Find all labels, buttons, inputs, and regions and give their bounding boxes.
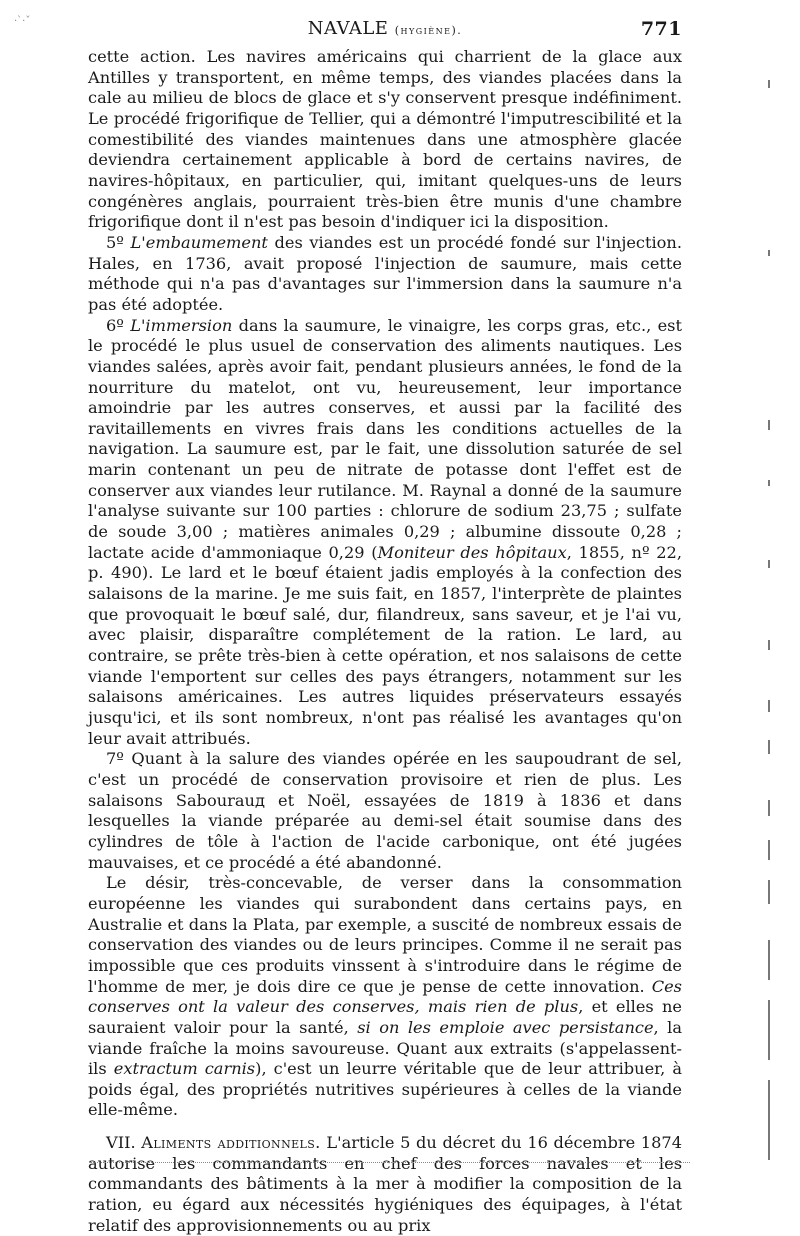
paragraph: 5º L'embaumement des viandes est un procédé fondé sur l'injection. Hales, en 1736, avait proposé l'injection de saumure, mais cette méthode qui n'a pas d'avantages sur l'immersion dans la saumure n'a pas été adoptée. [88, 232, 682, 314]
margin-scan-marks [762, 40, 778, 1180]
running-title-main: NAVALE [307, 18, 389, 39]
paragraph: cette action. Les navires américains qui charrient de la glace aux Antilles y transportent, en même temps, des viandes placées dans la cale au milieu de blocs de glace et s'y conservent presque indéfiniment. Le procédé frigorifique de Tellier, qui a démontré l'imputrescibilité et la comestibilité des viandes maintenues dans une atmosphère glacée deviendra certainement applicable à bord de certains navires, de navires-hôpitaux, en particulier, qui, imitant quelques-uns de leurs congénères anglais, pourraient très-bien être munis d'une chambre frigorifique dont il n'est pas besoin d'indiquer ici la disposition. [88, 47, 682, 232]
body-text [88, 47, 682, 1236]
running-title [88, 18, 682, 39]
page-number: 771 [640, 18, 682, 40]
running-head [88, 16, 682, 42]
bottom-dotted-rule [90, 1162, 690, 1163]
paragraph: 6º L'immersion dans la saumure, le vinaigre, les corps gras, etc., est le procédé le plus usuel de conservation des aliments nautiques. Les viandes salées, après avoir fait, pendant plusieurs années, le fond de la nourriture du matelot, ont vu, heureusement, leur importance amoindrie par les autres conserves, et aussi par la facilité des ravitaillements en vivres frais dans les conditions actuelles de la navigation. La saumure est, par le fait, une dissolution saturée de sel marin contenant un peu de nitrate de potasse dont l'effet est de conserver aux viandes leur rutilance. M. Raynal a donné de la saumure l'analyse suivante sur 100 parties : chlorure de sodium 23,75 ; sulfate de soude 3,00 ; matières animales 0,29 ; albumine dissoute 0,28 ; lactate acide d'ammoniaque 0,29 (Moniteur des hôpitaux, 1855, nº 22, p. 490). Le lard et le bœuf étaient jadis employés à la confection des salaisons de la marine. Je me suis fait, en 1857, l'interprète de plaintes que provoquait le bœuf salé, dur, filandreux, sans saveur, et je l'ai vu, avec plaisir, disparaître complétement de la ration. Le lard, au contraire, se prête très-bien à cette opération, et nos salaisons de cette viande l'emportent sur celles des pays étrangers, notamment sur les salaisons américaines. Les autres liquides préservateurs essayés jusqu'ici, et ils sont nombreux, n'ont pas réalisé les avantages qu'on leur avait attribués. [88, 315, 682, 748]
paragraph: Le désir, très-concevable, de verser dans la consommation européenne les viandes qui surabondent dans certains pays, en Australie et dans la Plata, par exemple, a suscité de nombreux essais de conservation des viandes ou de leurs principes. Comme il ne serait pas impossible que ces produits vinssent à s'introduire dans le régime de l'homme de mer, je dois dire ce que je pense de cette innovation. Ces conserves ont la valeur des conserves, mais rien de plus, et elles ne sauraient valoir pour la santé, si on les emploie avec persistance, la viande fraîche la moins savoureuse. Quant aux extraits (s'appelassent-ils extractum carnis), c'est un leurre véritable que de leur attribuer, à poids égal, des propriétés nutritives supérieures à celles de la viande elle-même. [88, 873, 682, 1120]
corner-mark: ·`·ˇ [14, 16, 31, 27]
paragraph: 7º Quant à la salure des viandes opérée en les saupoudrant de sel, c'est un procédé de conservation provisoire et rien de plus. Les salaisons Sabourauд et Noël, essayées de 1819 à 1836 et dans lesquelles la viande préparée au demi-sel était soumise dans des cylindres de tôle à l'action de l'acide carbonique, ont été jugées mauvaises, et ce procédé a été abandonné. [88, 749, 682, 872]
section-paragraph: VII. Aliments additionnels. L'article 5 du décret du 16 décembre 1874 autorise les commandants en chef des forces navales et les commandants des bâtiments à la mer à modifier la composition de la ration, eu égard aux nécessités hygiéniques des équipages, à l'état relatif des approvisionnements ou au prix [88, 1133, 682, 1235]
running-title-sub: (hygiène). [394, 24, 463, 37]
